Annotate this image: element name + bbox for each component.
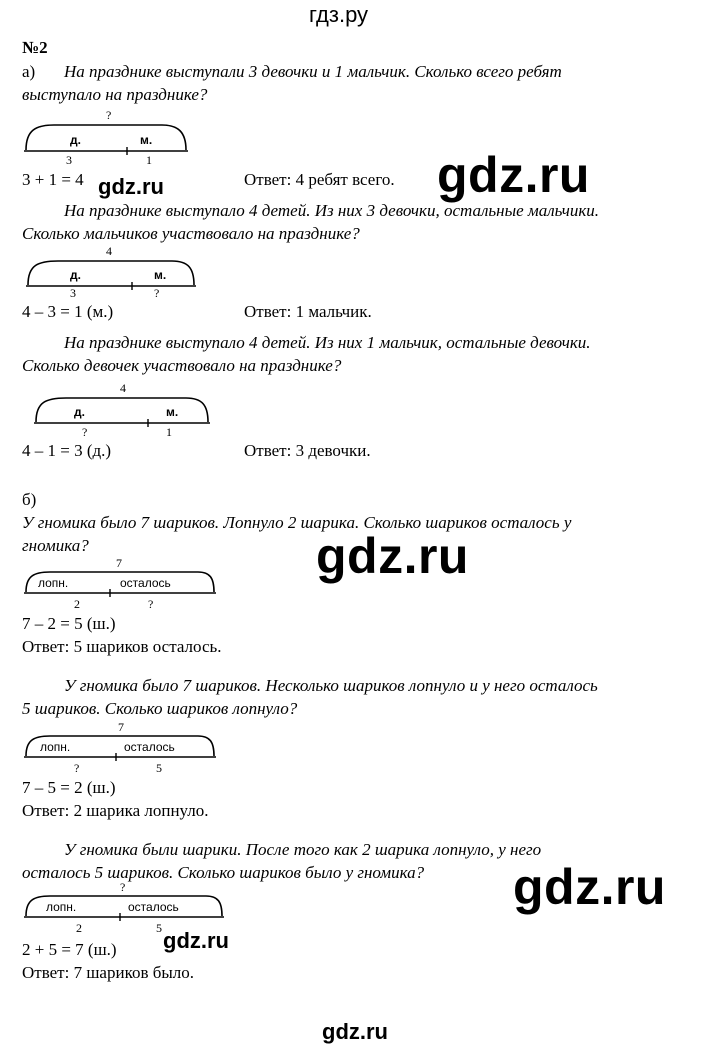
a2-diagram-left-label: д.	[70, 268, 81, 282]
watermark-small-1: gdz.ru	[98, 174, 164, 199]
a1-segment-diagram	[22, 106, 192, 175]
b2-diagram-right-value: 5	[156, 761, 162, 775]
b2-segment-diagram	[22, 718, 222, 783]
b2-diagram-right-label: осталось	[124, 740, 175, 754]
b1-problem-line1: У гномика было 7 шариков. Лопнуло 2 шарика. Сколько шариков осталось у	[22, 513, 572, 532]
a3-segment-diagram	[30, 378, 216, 445]
a2-problem-line1: На празднике выступало 4 детей. Из них 3 девочки, остальные мальчики.	[64, 201, 600, 220]
a3-diagram-brace	[36, 398, 208, 422]
part-b-label: б)	[22, 490, 37, 509]
a1-diagram-top-value: ?	[106, 108, 112, 122]
b1-answer: Ответ: 5 шариков осталось.	[22, 637, 222, 656]
b3-diagram-left-label: лопн.	[46, 900, 77, 914]
b2-problem-line2: 5 шариков. Сколько шариков лопнуло?	[22, 699, 298, 718]
a2-diagram-left-value: 3	[70, 286, 76, 300]
watermark-big-3: gdz.ru	[513, 859, 666, 915]
site-header: гдз.ру	[309, 2, 369, 27]
b1-diagram-right-value: ?	[148, 597, 154, 611]
a3-diagram-left-label: д.	[74, 405, 85, 419]
b2-diagram-top-value: 7	[118, 720, 124, 734]
a1-diagram-left-label: д.	[70, 133, 81, 147]
b1-diagram-left-value: 2	[74, 597, 80, 611]
a2-answer: Ответ: 1 мальчик.	[244, 302, 372, 321]
b1-diagram-left-label: лопн.	[38, 576, 69, 590]
watermark-big-1: gdz.ru	[437, 147, 590, 203]
a2-segment-diagram	[22, 241, 202, 308]
watermark-big-2: gdz.ru	[316, 528, 469, 584]
a3-diagram-top-value: 4	[120, 381, 126, 395]
a3-diagram-right-value: 1	[166, 425, 172, 439]
a3-problem-line1: На празднике выступало 4 детей. Из них 1 мальчик, остальные девочки.	[64, 333, 591, 352]
a1-diagram-right-value: 1	[146, 153, 152, 167]
b3-diagram-right-value: 5	[156, 921, 162, 935]
footer-watermark: gdz.ru	[322, 1019, 388, 1044]
a3-equation: 4 – 1 = 3 (д.)	[22, 441, 112, 460]
a2-diagram-top-value: 4	[106, 244, 112, 258]
b2-answer: Ответ: 2 шарика лопнуло.	[22, 801, 209, 820]
a2-diagram-right-label: м.	[154, 268, 167, 282]
b3-equation: 2 + 5 = 7 (ш.)	[22, 940, 117, 959]
b1-diagram-top-value: 7	[116, 556, 122, 570]
b3-diagram-top-value: ?	[120, 880, 126, 894]
part-a-label: а)	[22, 62, 36, 81]
b2-diagram-left-label: лопн.	[40, 740, 71, 754]
a1-diagram-right-label: м.	[140, 133, 153, 147]
b1-segment-diagram	[22, 554, 222, 619]
a1-answer: Ответ: 4 ребят всего.	[244, 170, 395, 189]
b3-diagram-left-value: 2	[76, 921, 82, 935]
a3-problem-line2: Сколько девочек участвовало на празднике?	[22, 356, 342, 375]
a2-problem-line2: Сколько мальчиков участвовало на празднике?	[22, 224, 360, 243]
a2-diagram-right-value: ?	[154, 286, 160, 300]
b2-diagram-left-value: ?	[74, 761, 80, 775]
a2-diagram-brace	[28, 261, 194, 285]
a1-diagram-brace	[26, 125, 186, 150]
task-number: №2	[22, 38, 48, 57]
a3-diagram-right-label: м.	[166, 405, 179, 419]
b3-problem-line2: осталось 5 шариков. Сколько шариков было у гномика?	[22, 863, 425, 882]
a1-equation: 3 + 1 = 4	[22, 170, 84, 189]
a1-problem-line1: На празднике выступали 3 девочки и 1 мальчик. Сколько всего ребят	[64, 62, 562, 81]
a1-diagram-left-value: 3	[66, 153, 72, 167]
b2-problem-line1: У гномика было 7 шариков. Несколько шариков лопнуло и у него осталось	[64, 676, 598, 695]
b3-answer: Ответ: 7 шариков было.	[22, 963, 195, 982]
a3-answer: Ответ: 3 девочки.	[244, 441, 371, 460]
b1-equation: 7 – 2 = 5 (ш.)	[22, 614, 116, 633]
b1-problem-line2: гномика?	[22, 536, 89, 555]
b1-diagram-right-label: осталось	[120, 576, 171, 590]
a1-problem-line2: выступало на празднике?	[22, 85, 208, 104]
a2-equation: 4 – 3 = 1 (м.)	[22, 302, 114, 321]
b3-diagram-right-label: осталось	[128, 900, 179, 914]
a3-diagram-left-value: ?	[82, 425, 88, 439]
watermark-small-2: gdz.ru	[163, 928, 229, 953]
b3-problem-line1: У гномика были шарики. После того как 2 шарика лопнуло, у него	[64, 840, 542, 859]
b2-equation: 7 – 5 = 2 (ш.)	[22, 778, 116, 797]
